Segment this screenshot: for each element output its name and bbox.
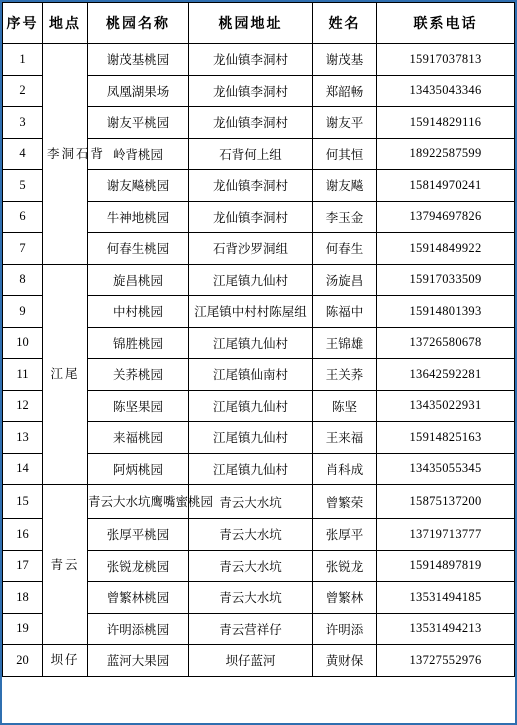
header-place: 地点 — [43, 3, 88, 44]
row-garden-address: 石背沙罗洞组 — [189, 233, 313, 265]
row-phone: 15914801393 — [377, 296, 515, 328]
table-row — [3, 264, 515, 296]
row-phone: 15814970241 — [377, 170, 515, 202]
row-seq: 11 — [3, 359, 43, 391]
table-row — [3, 485, 515, 519]
row-phone: 13642592281 — [377, 359, 515, 391]
row-seq: 16 — [3, 519, 43, 551]
location-label: 坝仔 — [50, 652, 80, 668]
row-seq: 7 — [3, 233, 43, 265]
row-garden-address: 坝仔蓝河 — [189, 645, 313, 677]
row-person: 许明添 — [313, 613, 377, 645]
row-seq: 15 — [3, 485, 43, 519]
row-seq: 3 — [3, 107, 43, 139]
row-person: 汤旋昌 — [313, 264, 377, 296]
row-seq: 2 — [3, 75, 43, 107]
row-person: 张锐龙 — [313, 550, 377, 582]
table-body — [3, 44, 515, 677]
header-garden-address: 桃园地址 — [189, 3, 313, 44]
row-garden-name: 关荞桃园 — [88, 359, 189, 391]
row-phone: 18922587599 — [377, 138, 515, 170]
row-garden-address: 龙仙镇李洞村 — [189, 201, 313, 233]
row-garden-name: 锦胜桃园 — [88, 327, 189, 359]
location-cell — [43, 264, 88, 485]
location-label: 李洞石背 — [47, 145, 106, 161]
row-seq: 17 — [3, 550, 43, 582]
location-label: 青云 — [50, 556, 80, 572]
row-garden-name: 来福桃园 — [88, 422, 189, 454]
row-garden-name: 许明添桃园 — [88, 613, 189, 645]
row-garden-address: 江尾镇仙南村 — [189, 359, 313, 391]
row-person: 曾繁荣 — [313, 485, 377, 519]
row-phone: 15914897819 — [377, 550, 515, 582]
row-garden-name: 凤凰湖果场 — [88, 75, 189, 107]
row-seq: 10 — [3, 327, 43, 359]
location-label: 江尾 — [50, 366, 80, 382]
row-garden-name: 谢友飚桃园 — [88, 170, 189, 202]
row-person: 黄财保 — [313, 645, 377, 677]
row-seq: 4 — [3, 138, 43, 170]
row-garden-address: 江尾镇九仙村 — [189, 453, 313, 485]
row-phone: 13794697826 — [377, 201, 515, 233]
row-phone: 15917037813 — [377, 44, 515, 76]
row-phone: 13719713777 — [377, 519, 515, 551]
row-phone: 13726580678 — [377, 327, 515, 359]
row-phone: 13435055345 — [377, 453, 515, 485]
row-person: 王锦雄 — [313, 327, 377, 359]
row-garden-name: 蓝河大果园 — [88, 645, 189, 677]
location-cell — [43, 44, 106, 265]
row-garden-name: 张厚平桃园 — [88, 519, 189, 551]
row-garden-address: 江尾镇九仙村 — [189, 264, 313, 296]
row-person: 肖科成 — [313, 453, 377, 485]
row-phone: 13727552976 — [377, 645, 515, 677]
row-seq: 12 — [3, 390, 43, 422]
header-person: 姓名 — [313, 3, 377, 44]
row-phone: 15914825163 — [377, 422, 515, 454]
row-person: 王来福 — [313, 422, 377, 454]
row-seq: 9 — [3, 296, 43, 328]
table-row — [3, 44, 515, 76]
row-seq: 18 — [3, 582, 43, 614]
header-phone: 联系电话 — [377, 3, 515, 44]
row-phone: 13531494185 — [377, 582, 515, 614]
row-garden-address: 龙仙镇李洞村 — [189, 170, 313, 202]
row-garden-address: 青云大水坑 — [189, 550, 313, 582]
row-garden-address: 江尾镇九仙村 — [189, 390, 313, 422]
row-phone: 15914829116 — [377, 107, 515, 139]
location-cell — [43, 645, 88, 677]
row-person: 谢茂基 — [313, 44, 377, 76]
row-garden-name: 陈坚果园 — [88, 390, 189, 422]
row-garden-name: 中村桃园 — [88, 296, 189, 328]
orchard-contact-table — [2, 2, 515, 677]
row-garden-address: 龙仙镇李洞村 — [189, 44, 313, 76]
row-garden-address: 龙仙镇李洞村 — [189, 107, 313, 139]
row-garden-name: 何春生桃园 — [88, 233, 189, 265]
location-cell — [43, 485, 88, 645]
row-garden-address: 江尾镇九仙村 — [189, 422, 313, 454]
row-person: 谢友飚 — [313, 170, 377, 202]
row-phone: 15875137200 — [377, 485, 515, 519]
row-garden-name: 谢友平桃园 — [88, 107, 189, 139]
row-garden-name: 旋昌桃园 — [88, 264, 189, 296]
row-phone: 13531494213 — [377, 613, 515, 645]
row-garden-name: 阿炳桃园 — [88, 453, 189, 485]
row-person: 李玉金 — [313, 201, 377, 233]
row-person: 何其恒 — [313, 138, 377, 170]
row-garden-name: 谢茂基桃园 — [88, 44, 189, 76]
row-garden-name: 青云大水坑鹰嘴蜜桃园 — [88, 485, 189, 519]
row-garden-address: 石背何上组 — [189, 138, 313, 170]
row-seq: 20 — [3, 645, 43, 677]
row-phone: 15917033509 — [377, 264, 515, 296]
header-seq: 序号 — [3, 3, 43, 44]
row-garden-name: 岭背桃园 — [88, 138, 189, 170]
row-phone: 13435043346 — [377, 75, 515, 107]
row-person: 郑韶畅 — [313, 75, 377, 107]
row-person: 陈坚 — [313, 390, 377, 422]
row-person: 何春生 — [313, 233, 377, 265]
row-person: 谢友平 — [313, 107, 377, 139]
row-phone: 13435022931 — [377, 390, 515, 422]
table-header-row — [3, 3, 515, 44]
row-garden-address: 龙仙镇李洞村 — [189, 75, 313, 107]
row-garden-address: 青云营祥仔 — [189, 613, 313, 645]
row-garden-address: 青云大水坑 — [189, 485, 313, 519]
row-seq: 13 — [3, 422, 43, 454]
row-seq: 5 — [3, 170, 43, 202]
row-seq: 14 — [3, 453, 43, 485]
row-seq: 6 — [3, 201, 43, 233]
row-garden-address: 青云大水坑 — [189, 582, 313, 614]
row-seq: 8 — [3, 264, 43, 296]
row-garden-name: 张锐龙桃园 — [88, 550, 189, 582]
row-garden-address: 江尾镇中村村陈屋组 — [189, 296, 313, 328]
row-garden-address: 青云大水坑 — [189, 519, 313, 551]
row-seq: 19 — [3, 613, 43, 645]
header-garden-name: 桃园名称 — [88, 3, 189, 44]
row-seq: 1 — [3, 44, 43, 76]
row-person: 曾繁林 — [313, 582, 377, 614]
row-phone: 15914849922 — [377, 233, 515, 265]
row-person: 王关荞 — [313, 359, 377, 391]
row-person: 张厚平 — [313, 519, 377, 551]
row-garden-address: 江尾镇九仙村 — [189, 327, 313, 359]
row-garden-name: 曾繁林桃园 — [88, 582, 189, 614]
table-row — [3, 645, 515, 677]
row-garden-name: 牛神地桃园 — [88, 201, 189, 233]
row-person: 陈福中 — [313, 296, 377, 328]
